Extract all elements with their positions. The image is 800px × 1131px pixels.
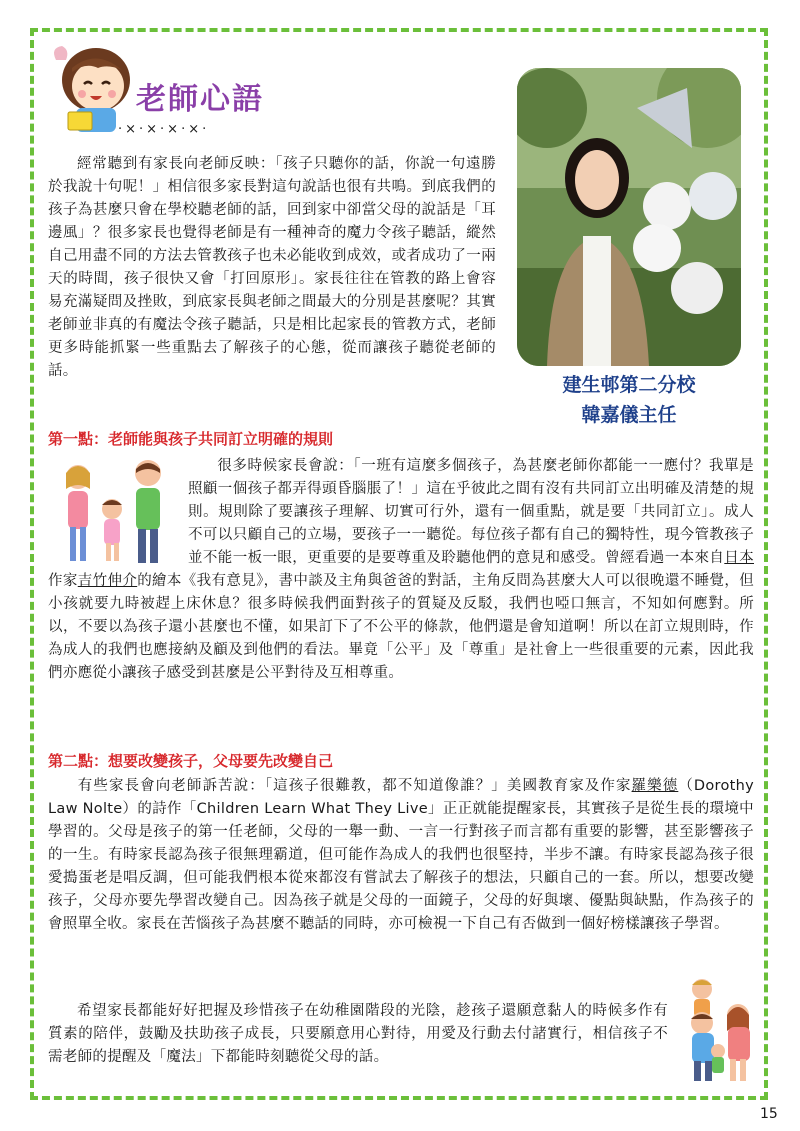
- point2-text-b: （Dorothy Law Nolte）的詩作「Children Learn What They Live」正正就能提醒家長，其實孩子是從生長的環境中學習的。父母是孩子的第一任老師，父母的一舉一動、一言一行對孩子而言都有重要的影響，甚至影響孩子的一生。有時家長認為孩子很無理霸道，但可能作為成人的我們也很堅持，半步不讓。有時家長認為孩子很愛搗蛋老是唱反調，但可能我們根本從來都沒有嘗試去了解孩子的想法，只顧自己的一套。所以，想要改變孩子，父母亦要先學習改變自己。因為孩子就是父母的一面鏡子，父母的好與壞、優點與缺點，作為孩子的會照單全收。家長在苦惱孩子為甚麼不聽話的同時，亦可檢視一下自己有否做到一個好榜樣讓孩子學習。: [48, 778, 755, 932]
- point2-heading: 第二點：想要改變孩子，父母要先改變自己: [48, 752, 334, 770]
- column-title: 老師心語: [136, 82, 264, 117]
- family-illustration: [48, 455, 188, 570]
- title-decoration: ·×·×·×·×·: [118, 122, 210, 137]
- page-number: 15: [760, 1106, 778, 1122]
- point1-text-c: 的繪本《我有意見》，書中談及主角與爸爸的對話，主角反問為甚麼大人可以很晚還不睡覺，但小孩就要九時被趕上床休息？很多時候我們面對孩子的質疑及反駁，我們也啞口無言，不知如何應對。所以，不要以為孩子還小甚麼也不懂，如果訂下了不公平的條款，他們還是會知道啊！所以在訂立規則時，作為成人的我們也應接納及顧及到他們的看法。畢竟「公平」及「尊重」是社會上一些很重要的元素，因此我們亦應從小讓孩子感受到甚麼是公平對待及互相尊重。: [48, 573, 755, 681]
- point1-link-author: 吉竹伸介: [77, 573, 138, 589]
- cartoon-girl-illustration: [48, 38, 138, 134]
- column-header: [48, 38, 308, 138]
- point1-text-a: 很多時候家長會說：「一班有這麼多個孩子，為甚麼老師你都能一一應付？我單是照顧一個孩子都弄得頭昏腦脹了！」這在乎彼此之間有沒有共同訂立出明確及清楚的規則。規則除了要讓孩子理解、切實可行外，還有一個重點，就是要「共同訂立」。成人不可以只顧自己的立場，要孩子一一聽從。每位孩子都有自己的獨特性，現今管教孩子並不能一板一眼，更重要的是要尊重及聆聽他們的意見和感受。曾經看過一本來自: [188, 458, 754, 566]
- point1-text-b: 作家: [48, 573, 78, 589]
- intro-paragraph: 經常聽到有家長向老師反映：「孩子只聽你的話，你說一句遠勝於我說十句呢！」相信很多家長對這句說話也很有共鳴。到底我們的孩子為甚麼只會在學校聽老師的話，回到家中卻當父母的說話是「耳邊風」？很多家長也覺得老師是有一種神奇的魔力令孩子聽話，縱然自己用盡不同的方法去管教孩子也未必能收到成效，或者成功了一兩天的時間，孩子很快又會「打回原形」。家長往往在管教的路上會容易充滿疑問及挫敗，到底家長與老師之間最大的分別是甚麼呢？其實老師並非真的有魔法令孩子聽話，只是相比起家長的管教方式，老師更多時能抓緊一些重點去了解孩子的心態，從而讓孩子聽從老師的話。: [48, 156, 496, 379]
- teacher-name: 韓嘉儀主任: [581, 404, 677, 426]
- teacher-photo: [517, 68, 741, 366]
- closing-paragraph: 希望家長都能好好把握及珍惜孩子在幼稚園階段的光陰，趁孩子還願意黏人的時候多作有質素的陪伴，鼓勵及扶助孩子成長，只要願意用心對待，用愛及行動去付諸實行，相信孩子不需老師的提醒及「魔法」下都能時刻聽從父母的話。: [48, 1003, 668, 1065]
- point2-paragraph: [48, 775, 754, 936]
- point2-link-author: 羅樂德: [631, 778, 679, 794]
- point2-text-a: 有些家長會向老師訴苦說：「這孩子很難教，都不知道像誰？」美國教育家及作家: [77, 778, 632, 794]
- family-piggyback-illustration: [672, 975, 760, 1083]
- point1-paragraph: [48, 455, 754, 685]
- point1-heading: 第一點：老師能與孩子共同訂立明確的規則: [48, 430, 334, 448]
- point1-link-japan: 日本: [724, 550, 754, 566]
- teacher-caption: [500, 370, 758, 430]
- school-name: 建生邨第二分校: [562, 374, 696, 396]
